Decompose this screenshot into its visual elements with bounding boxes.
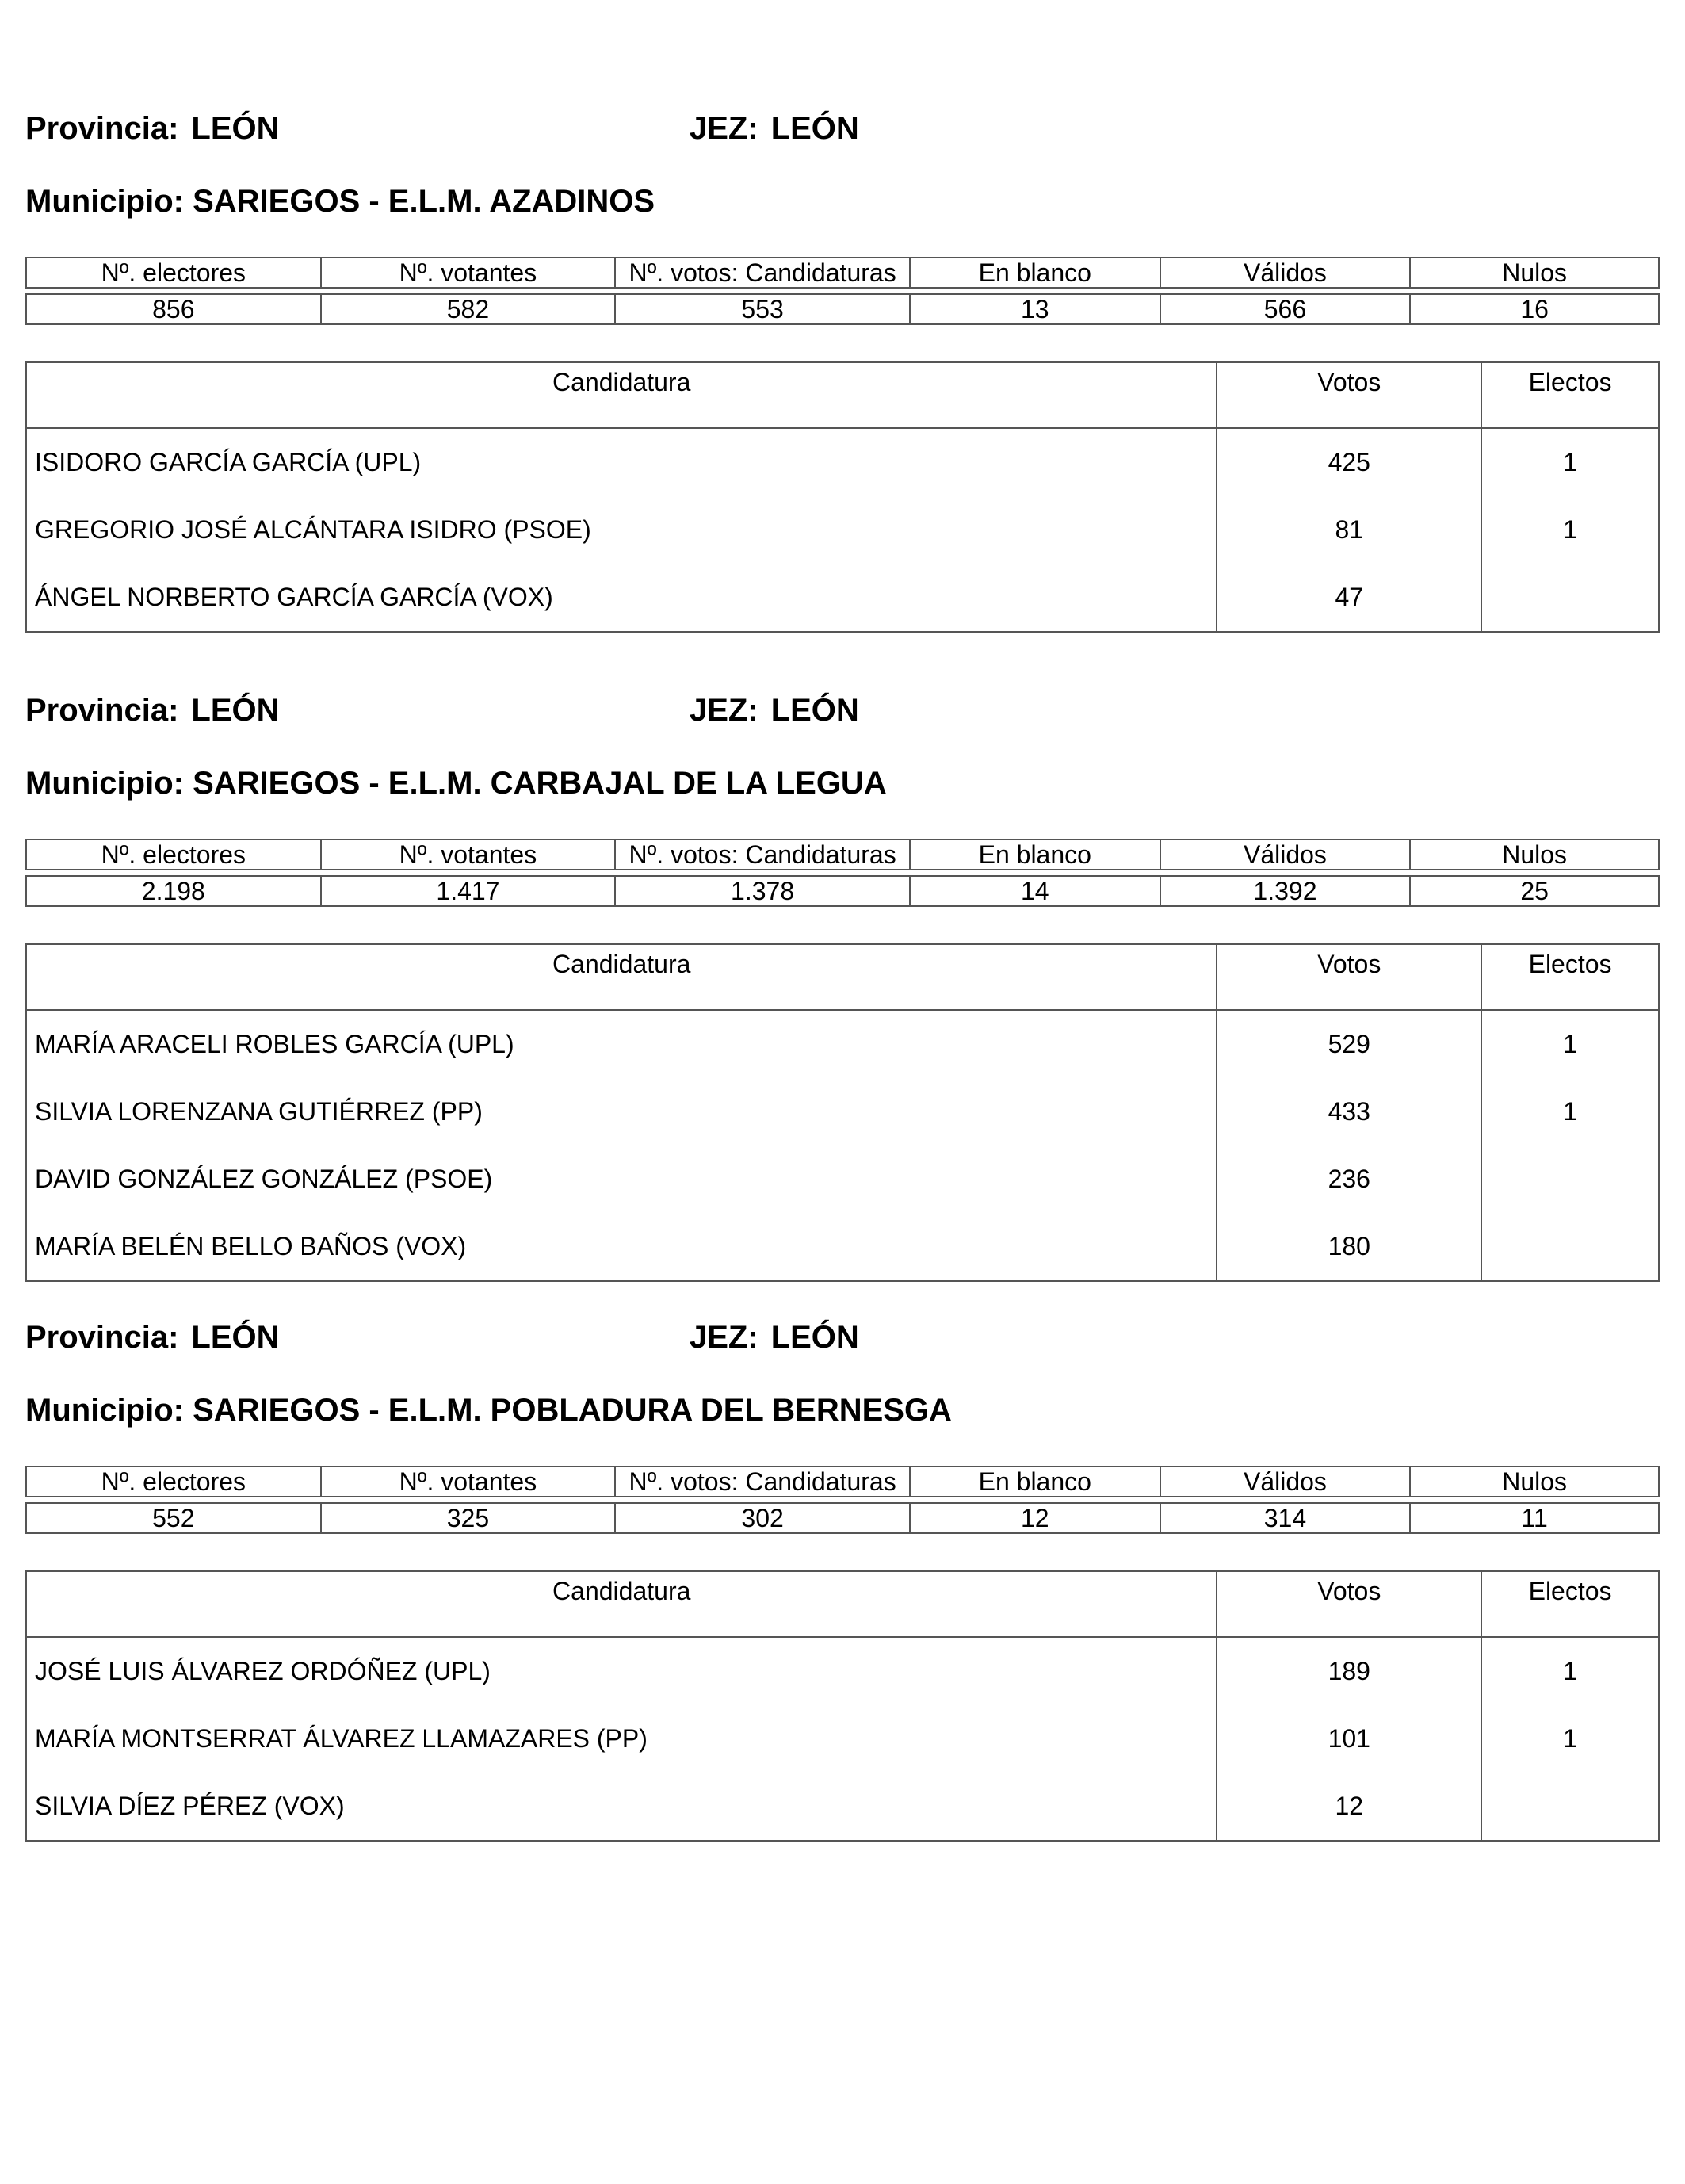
jez-label: JEZ: bbox=[690, 111, 758, 146]
provincia-value: LEÓN bbox=[191, 111, 280, 146]
stat-header: Válidos bbox=[1160, 1467, 1411, 1497]
municipio-line bbox=[25, 766, 887, 801]
candidate-votes: 529 bbox=[1217, 1010, 1481, 1078]
candidate-votes: 189 bbox=[1217, 1637, 1481, 1705]
votos-header: Votos bbox=[1217, 944, 1481, 1010]
stat-value: 14 bbox=[910, 876, 1160, 906]
candidate-votes: 47 bbox=[1217, 564, 1481, 632]
table-row bbox=[26, 1213, 1659, 1281]
stat-value: 856 bbox=[26, 294, 321, 324]
table-row bbox=[26, 1637, 1659, 1705]
jez-value: LEÓN bbox=[770, 111, 859, 146]
provincia-label: Provincia: bbox=[25, 111, 179, 146]
stat-value: 25 bbox=[1410, 876, 1659, 906]
jez-label: JEZ: bbox=[690, 693, 758, 728]
stat-value: 11 bbox=[1410, 1503, 1659, 1533]
jez-label: JEZ: bbox=[690, 1320, 758, 1355]
candidate-name: MARÍA BELÉN BELLO BAÑOS (VOX) bbox=[35, 1232, 467, 1260]
stats-table bbox=[25, 257, 1660, 325]
candidate-votes: 236 bbox=[1217, 1146, 1481, 1213]
provincia-value: LEÓN bbox=[191, 1320, 280, 1355]
stat-header: Válidos bbox=[1160, 840, 1411, 870]
stats-header-row bbox=[26, 1467, 1659, 1497]
stat-value: 2.198 bbox=[26, 876, 321, 906]
table-row bbox=[26, 1705, 1659, 1773]
municipio-value: SARIEGOS - E.L.M. POBLADURA DEL BERNESGA bbox=[193, 1393, 952, 1428]
stat-header: Nº. votos: Candidaturas bbox=[615, 840, 910, 870]
stat-header: Nº. votantes bbox=[321, 1467, 616, 1497]
provincia-line bbox=[25, 1320, 280, 1356]
stat-header: Nº. votantes bbox=[321, 840, 616, 870]
electos-header: Electos bbox=[1481, 362, 1659, 428]
stat-header: Nº. votos: Candidaturas bbox=[615, 258, 910, 288]
municipio-label: Municipio: bbox=[25, 184, 184, 219]
table-row bbox=[26, 1010, 1659, 1078]
stat-header: Nulos bbox=[1410, 840, 1659, 870]
candidate-name: MARÍA ARACELI ROBLES GARCÍA (UPL) bbox=[35, 1030, 514, 1058]
candidate-name: GREGORIO JOSÉ ALCÁNTARA ISIDRO (PSOE) bbox=[35, 515, 591, 544]
votos-header: Votos bbox=[1217, 362, 1481, 428]
candidate-elected: 1 bbox=[1481, 428, 1659, 496]
table-row bbox=[26, 1146, 1659, 1213]
table-row bbox=[26, 496, 1659, 564]
jez-line bbox=[690, 1320, 859, 1356]
candidate-name: SILVIA LORENZANA GUTIÉRREZ (PP) bbox=[35, 1097, 483, 1126]
electos-header: Electos bbox=[1481, 1571, 1659, 1637]
table-row bbox=[26, 1773, 1659, 1841]
stat-value: 13 bbox=[910, 294, 1160, 324]
stats-value-row bbox=[26, 876, 1659, 906]
table-row bbox=[26, 564, 1659, 632]
jez-value: LEÓN bbox=[770, 693, 859, 728]
stats-header-row bbox=[26, 258, 1659, 288]
stat-value: 302 bbox=[615, 1503, 910, 1533]
candidate-elected: 1 bbox=[1481, 1010, 1659, 1078]
candidate-votes: 12 bbox=[1217, 1773, 1481, 1841]
provincia-label: Provincia: bbox=[25, 1320, 179, 1355]
candidate-name: ÁNGEL NORBERTO GARCÍA GARCÍA (VOX) bbox=[35, 583, 553, 611]
candidatura-header: Candidatura bbox=[26, 944, 1217, 1010]
stat-header: Nº. electores bbox=[26, 258, 321, 288]
table-row bbox=[26, 428, 1659, 496]
candidate-name: DAVID GONZÁLEZ GONZÁLEZ (PSOE) bbox=[35, 1165, 493, 1193]
candidate-elected: 1 bbox=[1481, 1637, 1659, 1705]
candidate-elected bbox=[1481, 1146, 1659, 1213]
candidate-votes: 81 bbox=[1217, 496, 1481, 564]
stat-value: 552 bbox=[26, 1503, 321, 1533]
candidate-name: ISIDORO GARCÍA GARCÍA (UPL) bbox=[35, 448, 422, 476]
stat-header: En blanco bbox=[910, 258, 1160, 288]
stat-value: 325 bbox=[321, 1503, 616, 1533]
provincia-line bbox=[25, 693, 280, 729]
stats-header-row bbox=[26, 840, 1659, 870]
stat-value: 553 bbox=[615, 294, 910, 324]
candidate-name: JOSÉ LUIS ÁLVAREZ ORDÓÑEZ (UPL) bbox=[35, 1657, 491, 1685]
stats-value-row bbox=[26, 1503, 1659, 1533]
stats-value-row bbox=[26, 294, 1659, 324]
candidate-elected: 1 bbox=[1481, 1078, 1659, 1146]
municipio-value: SARIEGOS - E.L.M. AZADINOS bbox=[193, 184, 655, 219]
candidate-name: SILVIA DÍEZ PÉREZ (VOX) bbox=[35, 1792, 345, 1820]
candidate-elected bbox=[1481, 1213, 1659, 1281]
votos-header: Votos bbox=[1217, 1571, 1481, 1637]
candidate-elected: 1 bbox=[1481, 496, 1659, 564]
candidate-elected: 1 bbox=[1481, 1705, 1659, 1773]
stat-header: Nº. electores bbox=[26, 840, 321, 870]
candidates-table bbox=[25, 1570, 1660, 1842]
candidate-elected bbox=[1481, 564, 1659, 632]
stat-header: Nulos bbox=[1410, 1467, 1659, 1497]
candidates-header-row bbox=[26, 362, 1659, 428]
stats-table bbox=[25, 839, 1660, 907]
stat-value: 16 bbox=[1410, 294, 1659, 324]
stat-value: 1.417 bbox=[321, 876, 616, 906]
candidate-votes: 425 bbox=[1217, 428, 1481, 496]
jez-value: LEÓN bbox=[770, 1320, 859, 1355]
stat-value: 314 bbox=[1160, 1503, 1411, 1533]
municipio-line bbox=[25, 184, 655, 220]
table-row bbox=[26, 1078, 1659, 1146]
municipio-label: Municipio: bbox=[25, 1393, 184, 1428]
candidate-name: MARÍA MONTSERRAT ÁLVAREZ LLAMAZARES (PP) bbox=[35, 1724, 648, 1753]
stat-header: Nº. electores bbox=[26, 1467, 321, 1497]
provincia-value: LEÓN bbox=[191, 693, 280, 728]
candidate-votes: 180 bbox=[1217, 1213, 1481, 1281]
stat-header: En blanco bbox=[910, 840, 1160, 870]
municipio-value: SARIEGOS - E.L.M. CARBAJAL DE LA LEGUA bbox=[193, 766, 887, 801]
electos-header: Electos bbox=[1481, 944, 1659, 1010]
stat-value: 582 bbox=[321, 294, 616, 324]
stat-value: 566 bbox=[1160, 294, 1411, 324]
candidates-header-row bbox=[26, 1571, 1659, 1637]
candidates-table bbox=[25, 361, 1660, 633]
candidatura-header: Candidatura bbox=[26, 362, 1217, 428]
municipio-label: Municipio: bbox=[25, 766, 184, 801]
provincia-label: Provincia: bbox=[25, 693, 179, 728]
stat-value: 1.378 bbox=[615, 876, 910, 906]
candidates-table bbox=[25, 943, 1660, 1282]
jez-line bbox=[690, 111, 859, 147]
stat-header: Válidos bbox=[1160, 258, 1411, 288]
municipio-line bbox=[25, 1393, 952, 1429]
stat-value: 1.392 bbox=[1160, 876, 1411, 906]
candidate-elected bbox=[1481, 1773, 1659, 1841]
stat-value: 12 bbox=[910, 1503, 1160, 1533]
candidates-header-row bbox=[26, 944, 1659, 1010]
candidate-votes: 433 bbox=[1217, 1078, 1481, 1146]
stat-header: Nulos bbox=[1410, 258, 1659, 288]
candidatura-header: Candidatura bbox=[26, 1571, 1217, 1637]
stat-header: En blanco bbox=[910, 1467, 1160, 1497]
stat-header: Nº. votantes bbox=[321, 258, 616, 288]
stat-header: Nº. votos: Candidaturas bbox=[615, 1467, 910, 1497]
candidate-votes: 101 bbox=[1217, 1705, 1481, 1773]
stats-table bbox=[25, 1466, 1660, 1534]
provincia-line bbox=[25, 111, 280, 147]
jez-line bbox=[690, 693, 859, 729]
